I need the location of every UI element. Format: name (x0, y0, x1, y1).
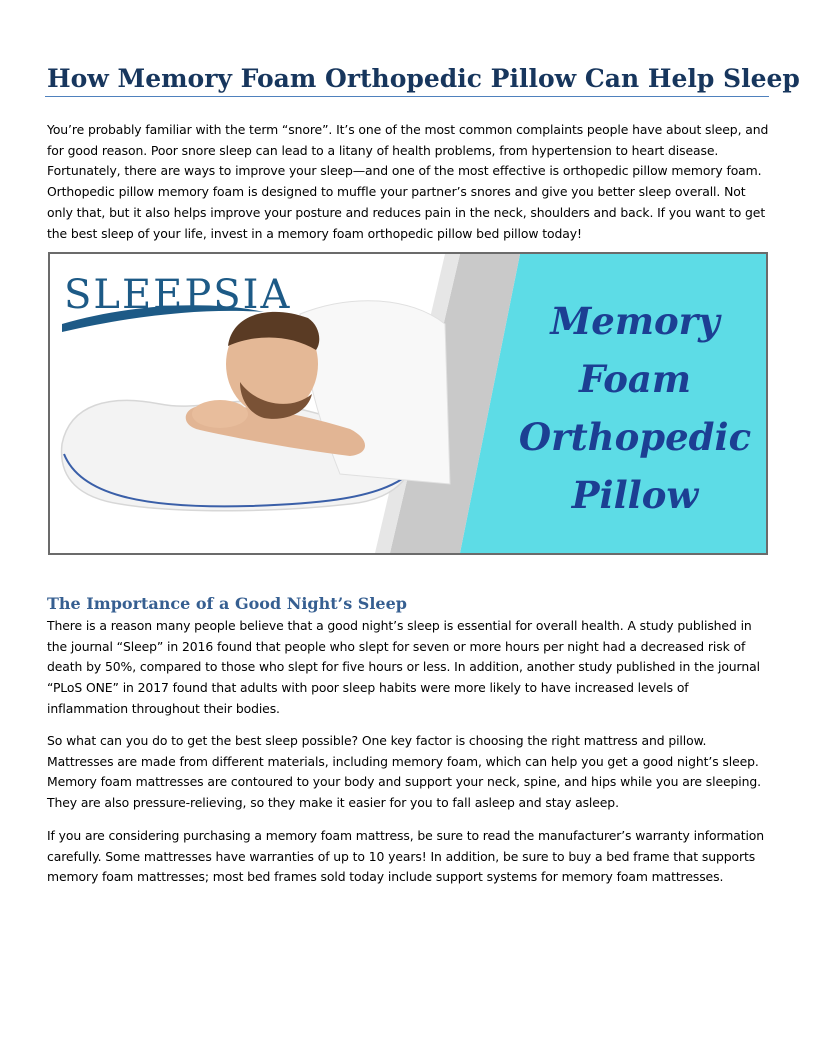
brand-logo: SLEEPSIA (64, 272, 292, 318)
headline-line: Memory (550, 299, 720, 343)
body-paragraph: So what can you do to get the best sleep possible? One key factor is choosing the right mattress and pillow. Mattresses are made from different materials, including memory foam, which can help you get a good night’s sleep. Memory foam mattresses are contoured to your body and support your neck, spine, and hips while you are sleeping. They are also pressure-relieving, so they make it easier for you to fall asleep and stay asleep. (47, 733, 761, 811)
banner-headline (518, 292, 752, 524)
intro-paragraph: You’re probably familiar with the term “snore”. It’s one of the most common complaints people have about sleep, and for good reason. Poor snore sleep can lead to a litany of health problems, from hypertension to heart disease. Fortunately, there are ways to improve your sleep—and one of the most effective is orthopedic pillow memory foam. Orthopedic pillow memory foam is designed to muffle your partner’s snores and give you better sleep overall. Not only that, but it also helps improve your posture and reduces pain in the neck, shoulders and back. If you want to get the best sleep of your life, invest in a memory foam orthopedic pillow bed pillow today! (47, 122, 769, 241)
section-heading: The Importance of a Good Night’s Sleep (47, 594, 407, 613)
body-paragraph: If you are considering purchasing a memory foam mattress, be sure to read the manufacturer’s warranty information carefully. Some mattresses have warranties of up to 10 years! In addition, be sure to buy a bed frame that supports memory foam mattresses; most bed frames sold today include support systems for memory foam mattresses. (47, 828, 765, 885)
hand-shape (192, 400, 248, 428)
headline-line: Pillow (571, 473, 699, 517)
headline-line: Foam (578, 357, 692, 401)
body-paragraph: There is a reason many people believe that a good night’s sleep is essential for overall health. A study published in the journal “Sleep” in 2016 found that people who slept for seven or more hours per night had a decreased risk of death by 50%, compared to those who slept for five hours or less. In addition, another study published in the journal “PLoS ONE” in 2017 found that adults with poor sleep habits were more likely to have increased levels of inflammation throughout their bodies. (47, 618, 760, 716)
page-title: How Memory Foam Orthopedic Pillow Can Help Sleep (47, 64, 800, 93)
banner-image (48, 252, 768, 555)
headline-line: Orthopedic (518, 415, 752, 459)
title-underline (45, 96, 769, 97)
